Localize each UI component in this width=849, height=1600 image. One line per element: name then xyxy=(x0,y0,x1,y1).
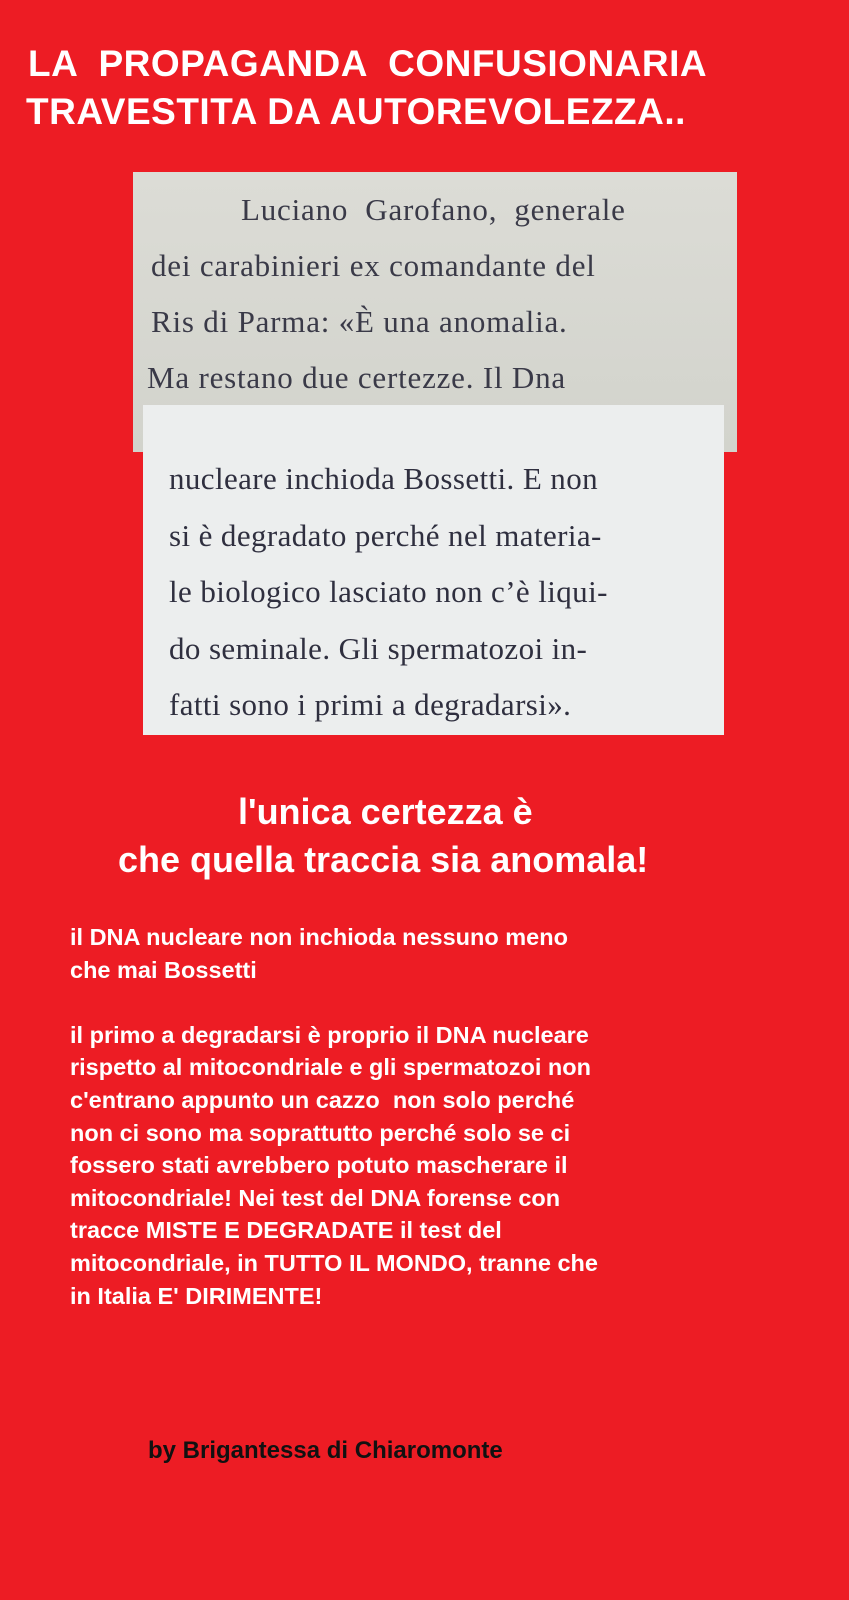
clipping-line: Ris di Parma: «È una anomalia. xyxy=(151,304,568,339)
headline-line-2: TRAVESTITA DA AUTOREVOLEZZA.. xyxy=(26,91,686,132)
clipping-line: Luciano Garofano, generale xyxy=(241,192,626,227)
clipping-line: si è degradato perché nel materia- xyxy=(169,517,602,553)
clipping-line: do seminale. Gli spermatozoi in- xyxy=(169,630,588,666)
body-line: il DNA nucleare non inchioda nessuno meno xyxy=(70,924,568,950)
body-line: c'entrano appunto un cazzo non solo perché xyxy=(70,1086,575,1113)
body-line: il primo a degradarsi è proprio il DNA nucleare xyxy=(70,1021,589,1048)
body-paragraph-2 xyxy=(70,1019,840,1312)
subheading-line-2: che quella traccia sia anomala! xyxy=(118,839,649,880)
body-line: in Italia E' DIRIMENTE! xyxy=(70,1282,323,1309)
body-line: tracce MISTE E DEGRADATE il test del xyxy=(70,1217,502,1244)
body-line: mitocondriale! Nei test del DNA forense con xyxy=(70,1184,561,1211)
newspaper-clipping-bottom xyxy=(143,405,724,735)
body-line: che mai Bossetti xyxy=(70,956,257,983)
clipping-line: le biologico lasciato non c’è liqui- xyxy=(169,574,608,609)
subheading xyxy=(60,788,820,884)
headline xyxy=(26,40,836,136)
body-paragraph-1 xyxy=(70,921,840,986)
signature: by Brigantessa di Chiaromonte xyxy=(148,1437,503,1464)
body-line: fossero stati avrebbero potuto mascherare il xyxy=(70,1152,568,1179)
headline-line-1: LA PROPAGANDA CONFUSIONARIA xyxy=(28,43,708,84)
body-text xyxy=(70,921,840,1312)
clipping-line: Ma restano due certezze. Il Dna xyxy=(147,360,566,395)
body-line: rispetto al mitocondriale e gli spermatozoi non xyxy=(70,1054,591,1081)
subheading-line-1: l'unica certezza è xyxy=(238,791,533,832)
body-line: non ci sono ma soprattutto perché solo se ci xyxy=(70,1119,571,1146)
clipping-line: fatti sono i primi a degradarsi». xyxy=(169,687,572,722)
body-line: mitocondriale, in TUTTO IL MONDO, tranne che xyxy=(70,1249,598,1276)
clipping-line: dei carabinieri ex comandante del xyxy=(151,248,596,283)
clipping-line: nucleare inchioda Bossetti. E non xyxy=(169,461,599,496)
